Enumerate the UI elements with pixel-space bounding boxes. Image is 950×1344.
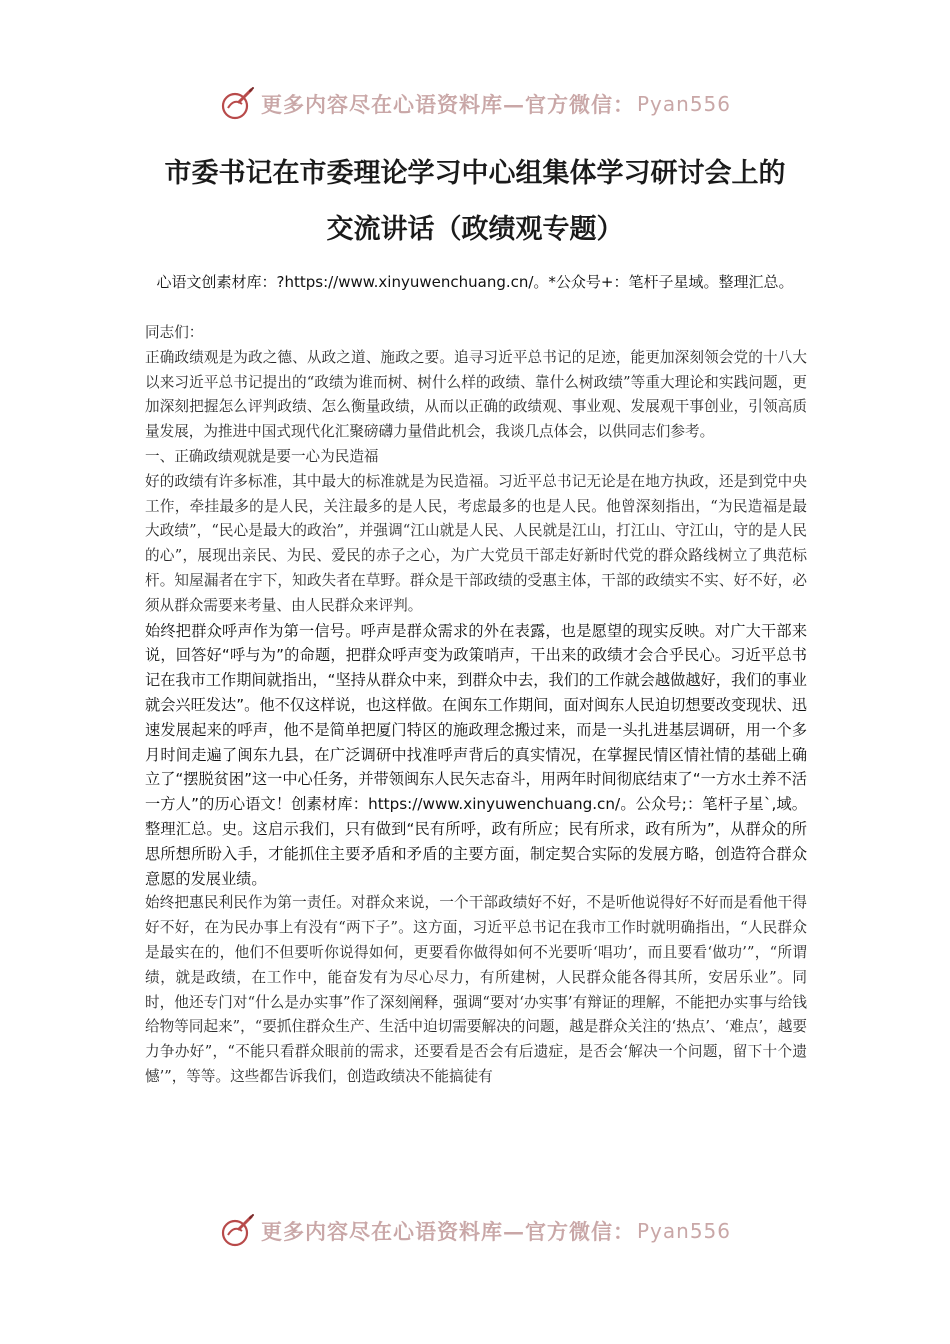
mouse-pen-logo-icon [219,1213,255,1249]
paragraph-intro: 正确政绩观是为政之德、从政之道、施政之要。追寻习近平总书记的足迹，能更加深刻领会党的十八大以来习近平总书记提出的“政绩为谁而树、树什么样的政绩、靠什么树政绩”等重大理论和实践问题，更加深刻把握怎么评判政绩、怎么衡量政绩，从而以正确的政绩观、事业观、发展观干事创业，引领高质量发展，为推进中国式现代化汇聚磅礴力量借此机会，我谈几点体会，以供同志们参考。 [145,348,807,441]
salutation: 同志们： [145,324,204,341]
banner-text: 更多内容尽在心语资料库—官方微信： [260,1219,635,1244]
title-line-2: 交流讲话（政绩观专题） [326,214,624,245]
mouse-pen-logo-icon [219,86,255,122]
page-title [100,146,850,258]
section-heading-1: 一、正确政绩观就是要一心为民造福 [145,447,379,465]
title-line-1: 市委书记在市委理论学习中心组集体学习研讨会上的 [164,158,786,189]
footer-watermark-banner [0,1209,950,1253]
banner-wechat-id: Pyan556 [636,1219,731,1243]
banner-text: 更多内容尽在心语资料库—官方微信： [260,92,635,117]
header-watermark-banner [0,82,950,126]
banner-wechat-id: Pyan556 [636,92,731,116]
document-body [145,321,807,1090]
source-line: 心语文创素材库：?https://www.xinyuwenchuang.cn/。*公众号+：笔杆子星域。整理汇总。 [156,273,794,291]
paragraph-standard: 好的政绩有许多标准，其中最大的标准就是为民造福。习近平总书记无论是在地方执政，还是到党中央工作，牵挂最多的是人民，关注最多的是人民，考虑最多的也是人民。他曾深刻指出，“为民造福是最大政绩”，“民心是最大的政治”，并强调“江山就是人民、人民就是江山，打江山、守江山，守的是人民的心”，展现出亲民、为民、爱民的赤子之心，为广大党员干部走好新时代党的群众路线树立了典范标杆。知屋漏者在宇下，知政失者在草野。群众是干部政绩的受惠主体，干部的政绩实不实、好不好，必须从群众需要来考量、由人民群众来评判。 [145,472,807,614]
paragraph-responsibility: 始终把惠民利民作为第一责任。对群众来说，一个干部政绩好不好，不是听他说得好不好而是看他干得好不好，在为民办事上有没有“两下子”。这方面，习近平总书记在我市工作时就明确指出，“人民群众是最实在的，他们不但要听你说得如何，更要看你做得如何不光要听‘唱功’，而且要看‘做功’”，“所谓绩，就是政绩，在工作中，能奋发有为尽心尽力，有所建树，人民群众能各得其所，安居乐业”。同时，他还专门对“什么是办实事”作了深刻阐释，强调“要对‘办实事’有辩证的理解，不能把办实事与给钱给物等同起来”，“要抓住群众生产、生活中迫切需要解决的问题，越是群众关注的‘热点’、‘难点’，越要力争办好”，“不能只看群众眼前的需求，还要看是否会有后遗症，是否会‘解决一个问题，留下十个遗憾’”，等等。这些都告诉我们，创造政绩决不能搞徒有 [145,894,807,1085]
paragraph-voice: 始终把群众呼声作为第一信号。呼声是群众需求的外在表露，也是愿望的现实反映。对广大干部来说，回答好“呼与为”的命题，把群众呼声变为政策哨声，干出来的政绩才会合乎民心。习近平总书记在我市工作期间就指出，“坚持从群众中来，到群众中去，我们的工作就会越做越好，我们的事业就会兴旺发达”。他不仅这样说，也这样做。在闽东工作期间，面对闽东人民迫切想要改变现状、迅速发展起来的呼声，他不是简单把厦门特区的施政理念搬过来，而是一头扎进基层调研，用一个多月时间走遍了闽东九县，在广泛调研中找准呼声背后的真实情况，在掌握民情区情社情的基础上确立了“摆脱贫困”这一中心任务，并带领闽东人民矢志奋斗，用两年时间彻底结束了“一方水土养不活一方人”的历心语文！创素材库：https://www.xinyuwenchuang.cn/。公众号;：笔杆子星`,域。整理汇总。史。这启示我们，只有做到“民有所呼，政有所应；民有所求，政有所为”，从群众的所思所想所盼入手，才能抓住主要矛盾和矛盾的主要方面，制定契合实际的发展方略，创造符合群众意愿的发展业绩。 [145,621,807,888]
